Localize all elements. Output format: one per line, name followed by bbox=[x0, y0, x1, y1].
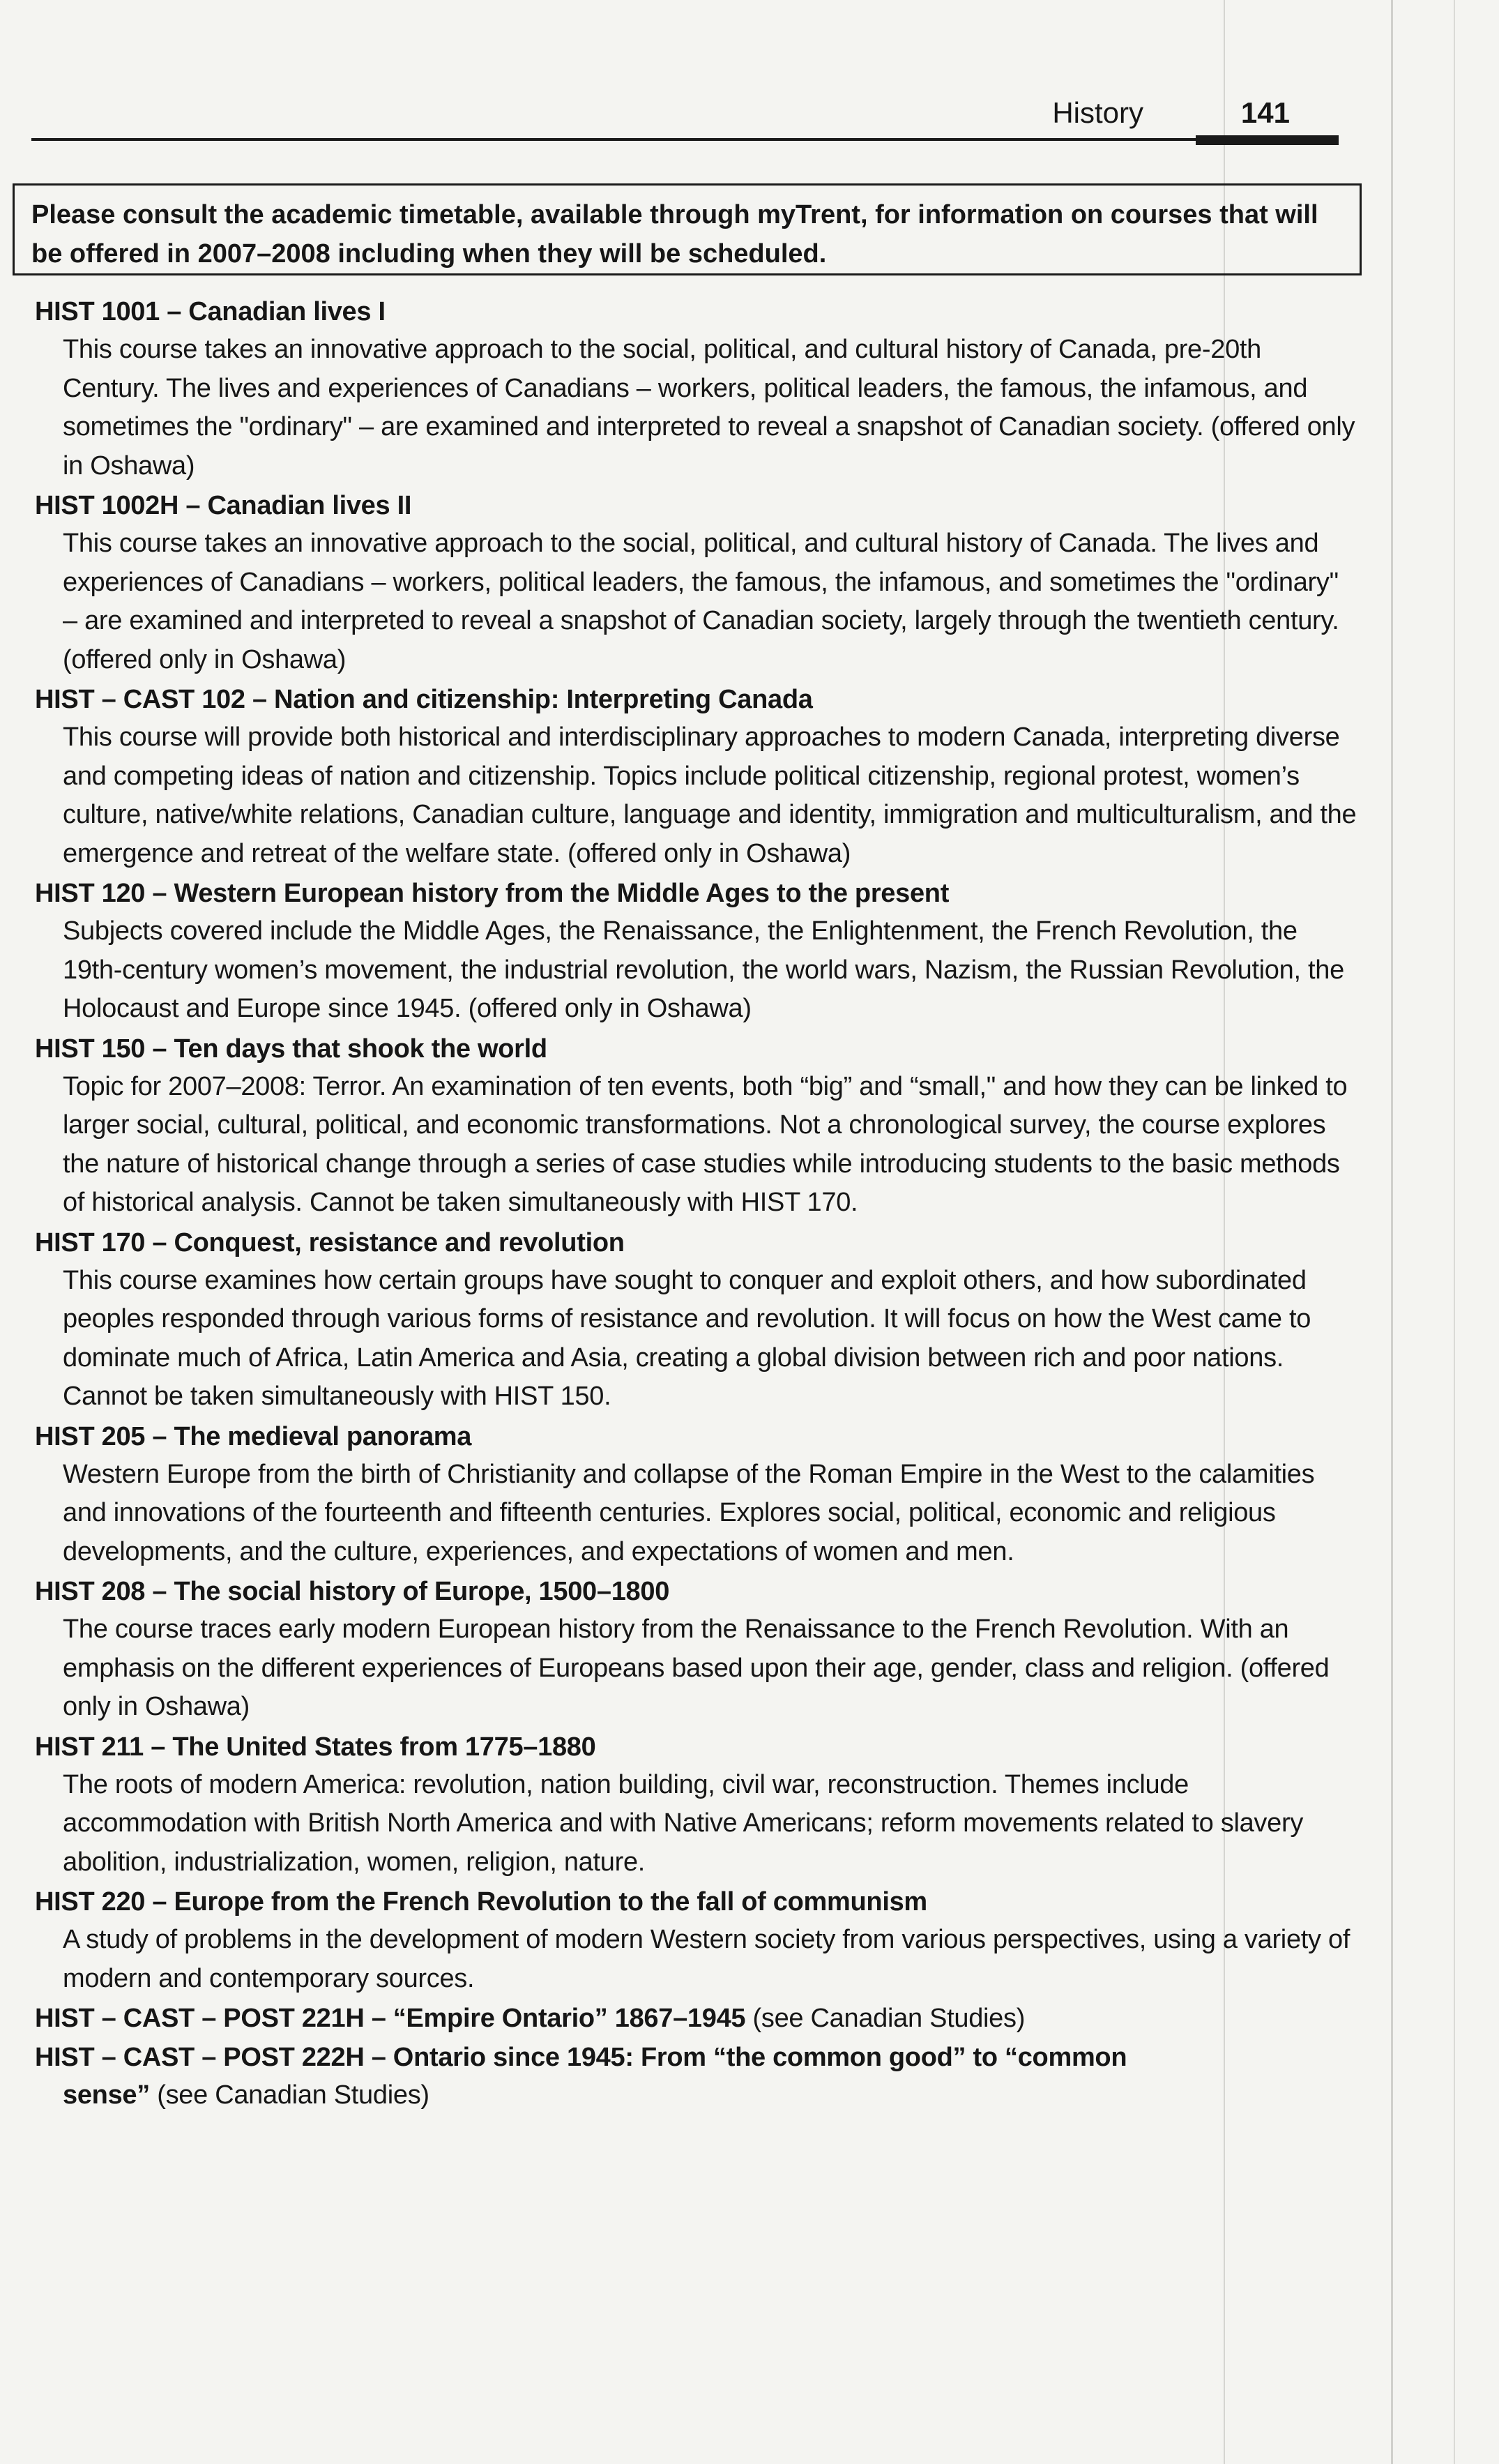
course-description: Topic for 2007–2008: Terror. An examination of ten events, both “big” and “small," and how they can be linked to larger social, cultural, political, and economic transformations. Not a chronological survey, the course explores the nature of historical change through a series of case studies while introducing students to the basic methods of historical analysis. Cannot be taken simultaneously with HIST 170. bbox=[63, 1071, 1348, 1217]
header-rule-accent bbox=[1196, 135, 1339, 145]
notice-text: Please consult the academic timetable, available through myTrent, for information on courses that will be offered in 2007–2008 including when they will be scheduled. bbox=[31, 200, 1318, 269]
course-description: The roots of modern America: revolution, nation building, civil war, reconstruction. Themes include accommodation with British North America and with Native Americans; reform movements related to slavery abolition, industrialization, women, religion, nature. bbox=[63, 1769, 1304, 1877]
course-description: This course takes an innovative approach to the social, political, and cultural history of Canada. The lives and experiences of Canadians – workers, political leaders, the famous, the infamous, and sometimes the "ordinary" – are examined and interpreted to reveal a snapshot of Canadian society, largely through the twentieth century. (offered only in Oshawa) bbox=[63, 529, 1339, 674]
course-title: HIST 120 – Western European history from the Middle Ages to the present bbox=[35, 879, 950, 908]
course-reference-continuation bbox=[35, 2076, 1360, 2114]
course-entry bbox=[35, 1224, 1360, 1416]
course-title: HIST – CAST 102 – Nation and citizenship: Interpreting Canada bbox=[35, 685, 813, 714]
course-description: Western Europe from the birth of Christianity and collapse of the Roman Empire in the West to the calamities and innovations of the fourteenth and fifteenth centuries. Explores social, political, economic and religious developments, and the culture, experiences, and expectations of women and men. bbox=[63, 1459, 1315, 1566]
course-entry bbox=[35, 681, 1360, 873]
course-reference-line bbox=[35, 2039, 1360, 2114]
course-reference bbox=[35, 2039, 1360, 2114]
timetable-notice bbox=[13, 183, 1362, 275]
course-entry bbox=[35, 1030, 1360, 1223]
course-entry bbox=[35, 487, 1360, 679]
course-reference-title-end: sense” bbox=[63, 2080, 150, 2110]
page-number: 141 bbox=[1240, 96, 1290, 129]
course-entry bbox=[35, 1728, 1360, 1882]
course-description: Subjects covered include the Middle Ages, the Renaissance, the Enlightenment, the French Revolution, the 19th-century women’s movement, the industrial revolution, the world wars, Nazism, the Russian Revolution, the Holocaust and Europe since 1945. (offered only in Oshawa) bbox=[63, 916, 1344, 1023]
course-description: The course traces early modern European history from the Renaissance to the French Revolution. With an emphasis on the different experiences of Europeans based upon their age, gender, class and religion. (offered only in Oshawa) bbox=[63, 1615, 1330, 1721]
course-title: HIST 205 – The medieval panorama bbox=[35, 1421, 472, 1451]
course-entry bbox=[35, 1418, 1360, 1572]
course-reference bbox=[35, 2000, 1360, 2037]
course-title: HIST 220 – Europe from the French Revolution to the fall of communism bbox=[35, 1887, 927, 1917]
course-title: HIST 170 – Conquest, resistance and revolution bbox=[35, 1227, 625, 1257]
course-title: HIST 150 – Ten days that shook the world bbox=[35, 1034, 547, 1064]
course-entry bbox=[35, 1883, 1360, 1998]
course-description: A study of problems in the development of modern Western society from various perspectives, using a variety of modern and contemporary sources. bbox=[63, 1925, 1350, 1993]
course-title: HIST 208 – The social history of Europe, 1500–1800 bbox=[35, 1577, 670, 1606]
course-entry bbox=[35, 293, 1360, 485]
course-reference-title: HIST – CAST – POST 222H – Ontario since 1945: From “the common good” to “common bbox=[35, 2043, 1127, 2072]
cross-reference: (see Canadian Studies) bbox=[157, 2080, 429, 2110]
course-description: This course takes an innovative approach to the social, political, and cultural history of Canada, pre-20th Century. The lives and experiences of Canadians – workers, political leaders, the famous, the infamous, and sometimes the "ordinary" – are examined and interpreted to reveal a snapshot of Canadian society. (offered only in Oshawa) bbox=[63, 335, 1355, 481]
course-entry bbox=[35, 1573, 1360, 1727]
course-description: This course will provide both historical and interdisciplinary approaches to modern Canada, interpreting diverse and competing ideas of nation and citizenship. Topics include political citizenship, regional protest, women’s culture, native/white relations, Canadian culture, language and identity, immigration and multiculturalism, and the emergence and retreat of the welfare state. (offered only in Oshawa) bbox=[63, 723, 1357, 868]
page-edge-shadow bbox=[1454, 0, 1455, 2464]
running-head bbox=[31, 84, 1339, 146]
course-list bbox=[35, 293, 1360, 2115]
course-title: HIST 211 – The United States from 1775–1880 bbox=[35, 1732, 596, 1762]
section-title: History bbox=[1052, 96, 1143, 129]
header-rule bbox=[31, 138, 1339, 141]
course-title: HIST 1001 – Canadian lives I bbox=[35, 297, 386, 326]
cross-reference: (see Canadian Studies) bbox=[752, 2004, 1026, 2033]
course-entry bbox=[35, 875, 1360, 1029]
page-edge-shadow bbox=[1391, 0, 1393, 2464]
course-reference-line bbox=[35, 2000, 1360, 2037]
course-title: HIST 1002H – Canadian lives II bbox=[35, 491, 412, 520]
course-description: This course examines how certain groups have sought to conquer and exploit others, and how subordinated peoples responded through various forms of resistance and revolution. It will focus on how the West came to dominate much of Africa, Latin America and Asia, creating a global division between rich and poor nations. Cannot be taken simultaneously with HIST 150. bbox=[63, 1265, 1311, 1411]
course-reference-title: HIST – CAST – POST 221H – “Empire Ontario” 1867–1945 bbox=[35, 2004, 746, 2033]
